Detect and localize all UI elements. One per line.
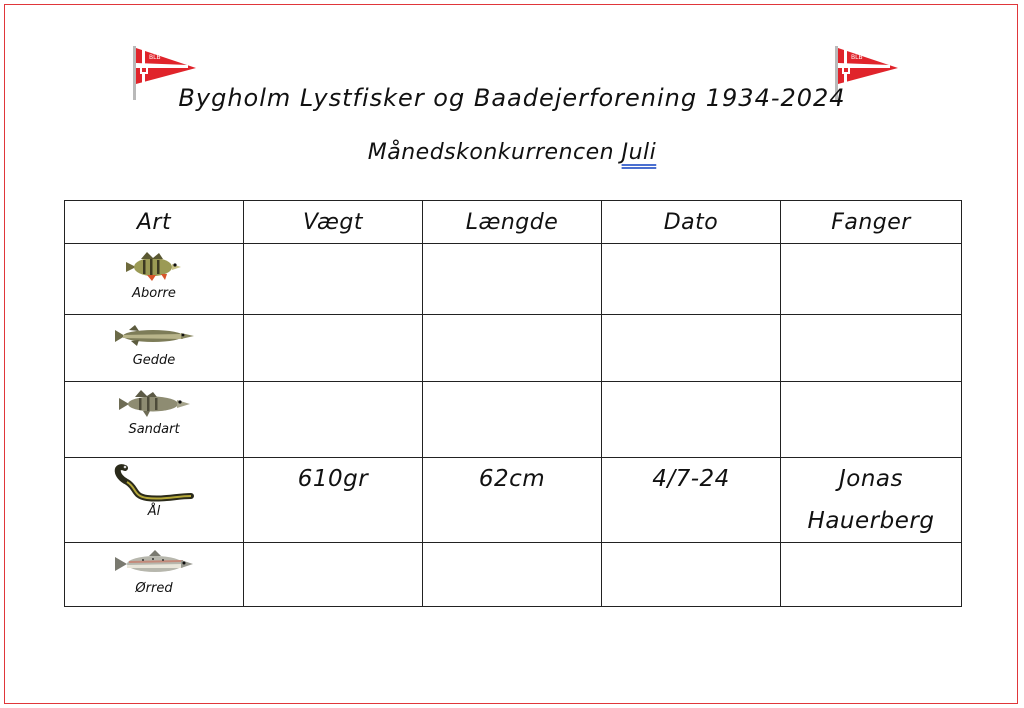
- length-cell: [423, 244, 602, 315]
- column-header-catcher: Fanger: [781, 201, 962, 244]
- eel-icon: [113, 460, 195, 502]
- weight-value: 610gr: [297, 466, 369, 492]
- subtitle-month: Juli: [621, 140, 657, 165]
- species-cell: [65, 244, 244, 315]
- table-row: [65, 382, 962, 458]
- species-label: Ørred: [135, 581, 173, 596]
- date-cell: [602, 543, 781, 607]
- date-cell: [602, 244, 781, 315]
- weight-cell: [244, 382, 423, 458]
- date-cell: [602, 382, 781, 458]
- table-header-row: [65, 201, 962, 244]
- pike-icon: [113, 321, 195, 351]
- species-label: Sandart: [128, 422, 180, 437]
- flag-label: BLB: [851, 54, 863, 61]
- catch-table: [64, 200, 962, 607]
- length-cell: [423, 458, 602, 543]
- weight-cell: [244, 244, 423, 315]
- document-title: Bygholm Lystfisker og Baadejerforening 1934-2024: [178, 84, 846, 112]
- column-header-weight: Vægt: [244, 201, 423, 244]
- column-header-date: Dato: [602, 201, 781, 244]
- species-cell: [65, 458, 244, 543]
- catcher-cell: [781, 458, 962, 543]
- table-row: [65, 315, 962, 382]
- catcher-first-name: Jonas: [838, 466, 903, 492]
- catcher-last-name: Hauerberg: [807, 508, 935, 534]
- column-header-species: Art: [65, 201, 244, 244]
- weight-cell: [244, 315, 423, 382]
- flag-label: BLB: [149, 54, 161, 61]
- subtitle-prefix: Månedskonkurrencen: [367, 140, 615, 165]
- species-label: Ål: [147, 504, 161, 519]
- date-cell: [602, 315, 781, 382]
- species-cell: [65, 382, 244, 458]
- length-cell: [423, 382, 602, 458]
- catcher-cell: [781, 543, 962, 607]
- species-cell: [65, 543, 244, 607]
- species-label: Gedde: [132, 353, 176, 368]
- weight-cell: [244, 458, 423, 543]
- date-cell: [602, 458, 781, 543]
- table-row: [65, 543, 962, 607]
- species-cell: [65, 315, 244, 382]
- catcher-cell: [781, 244, 962, 315]
- document-subtitle: [0, 140, 1024, 165]
- species-label: Aborre: [132, 286, 176, 301]
- zander-icon: [117, 388, 191, 420]
- catcher-cell: [781, 315, 962, 382]
- length-cell: [423, 543, 602, 607]
- table-row: [65, 244, 962, 315]
- catcher-cell: [781, 382, 962, 458]
- table-row: [65, 458, 962, 543]
- length-cell: [423, 315, 602, 382]
- date-value: 4/7-24: [652, 466, 730, 492]
- length-value: 62cm: [478, 466, 546, 492]
- column-header-length: Længde: [423, 201, 602, 244]
- perch-icon: [123, 250, 185, 284]
- trout-icon: [113, 549, 195, 579]
- weight-cell: [244, 543, 423, 607]
